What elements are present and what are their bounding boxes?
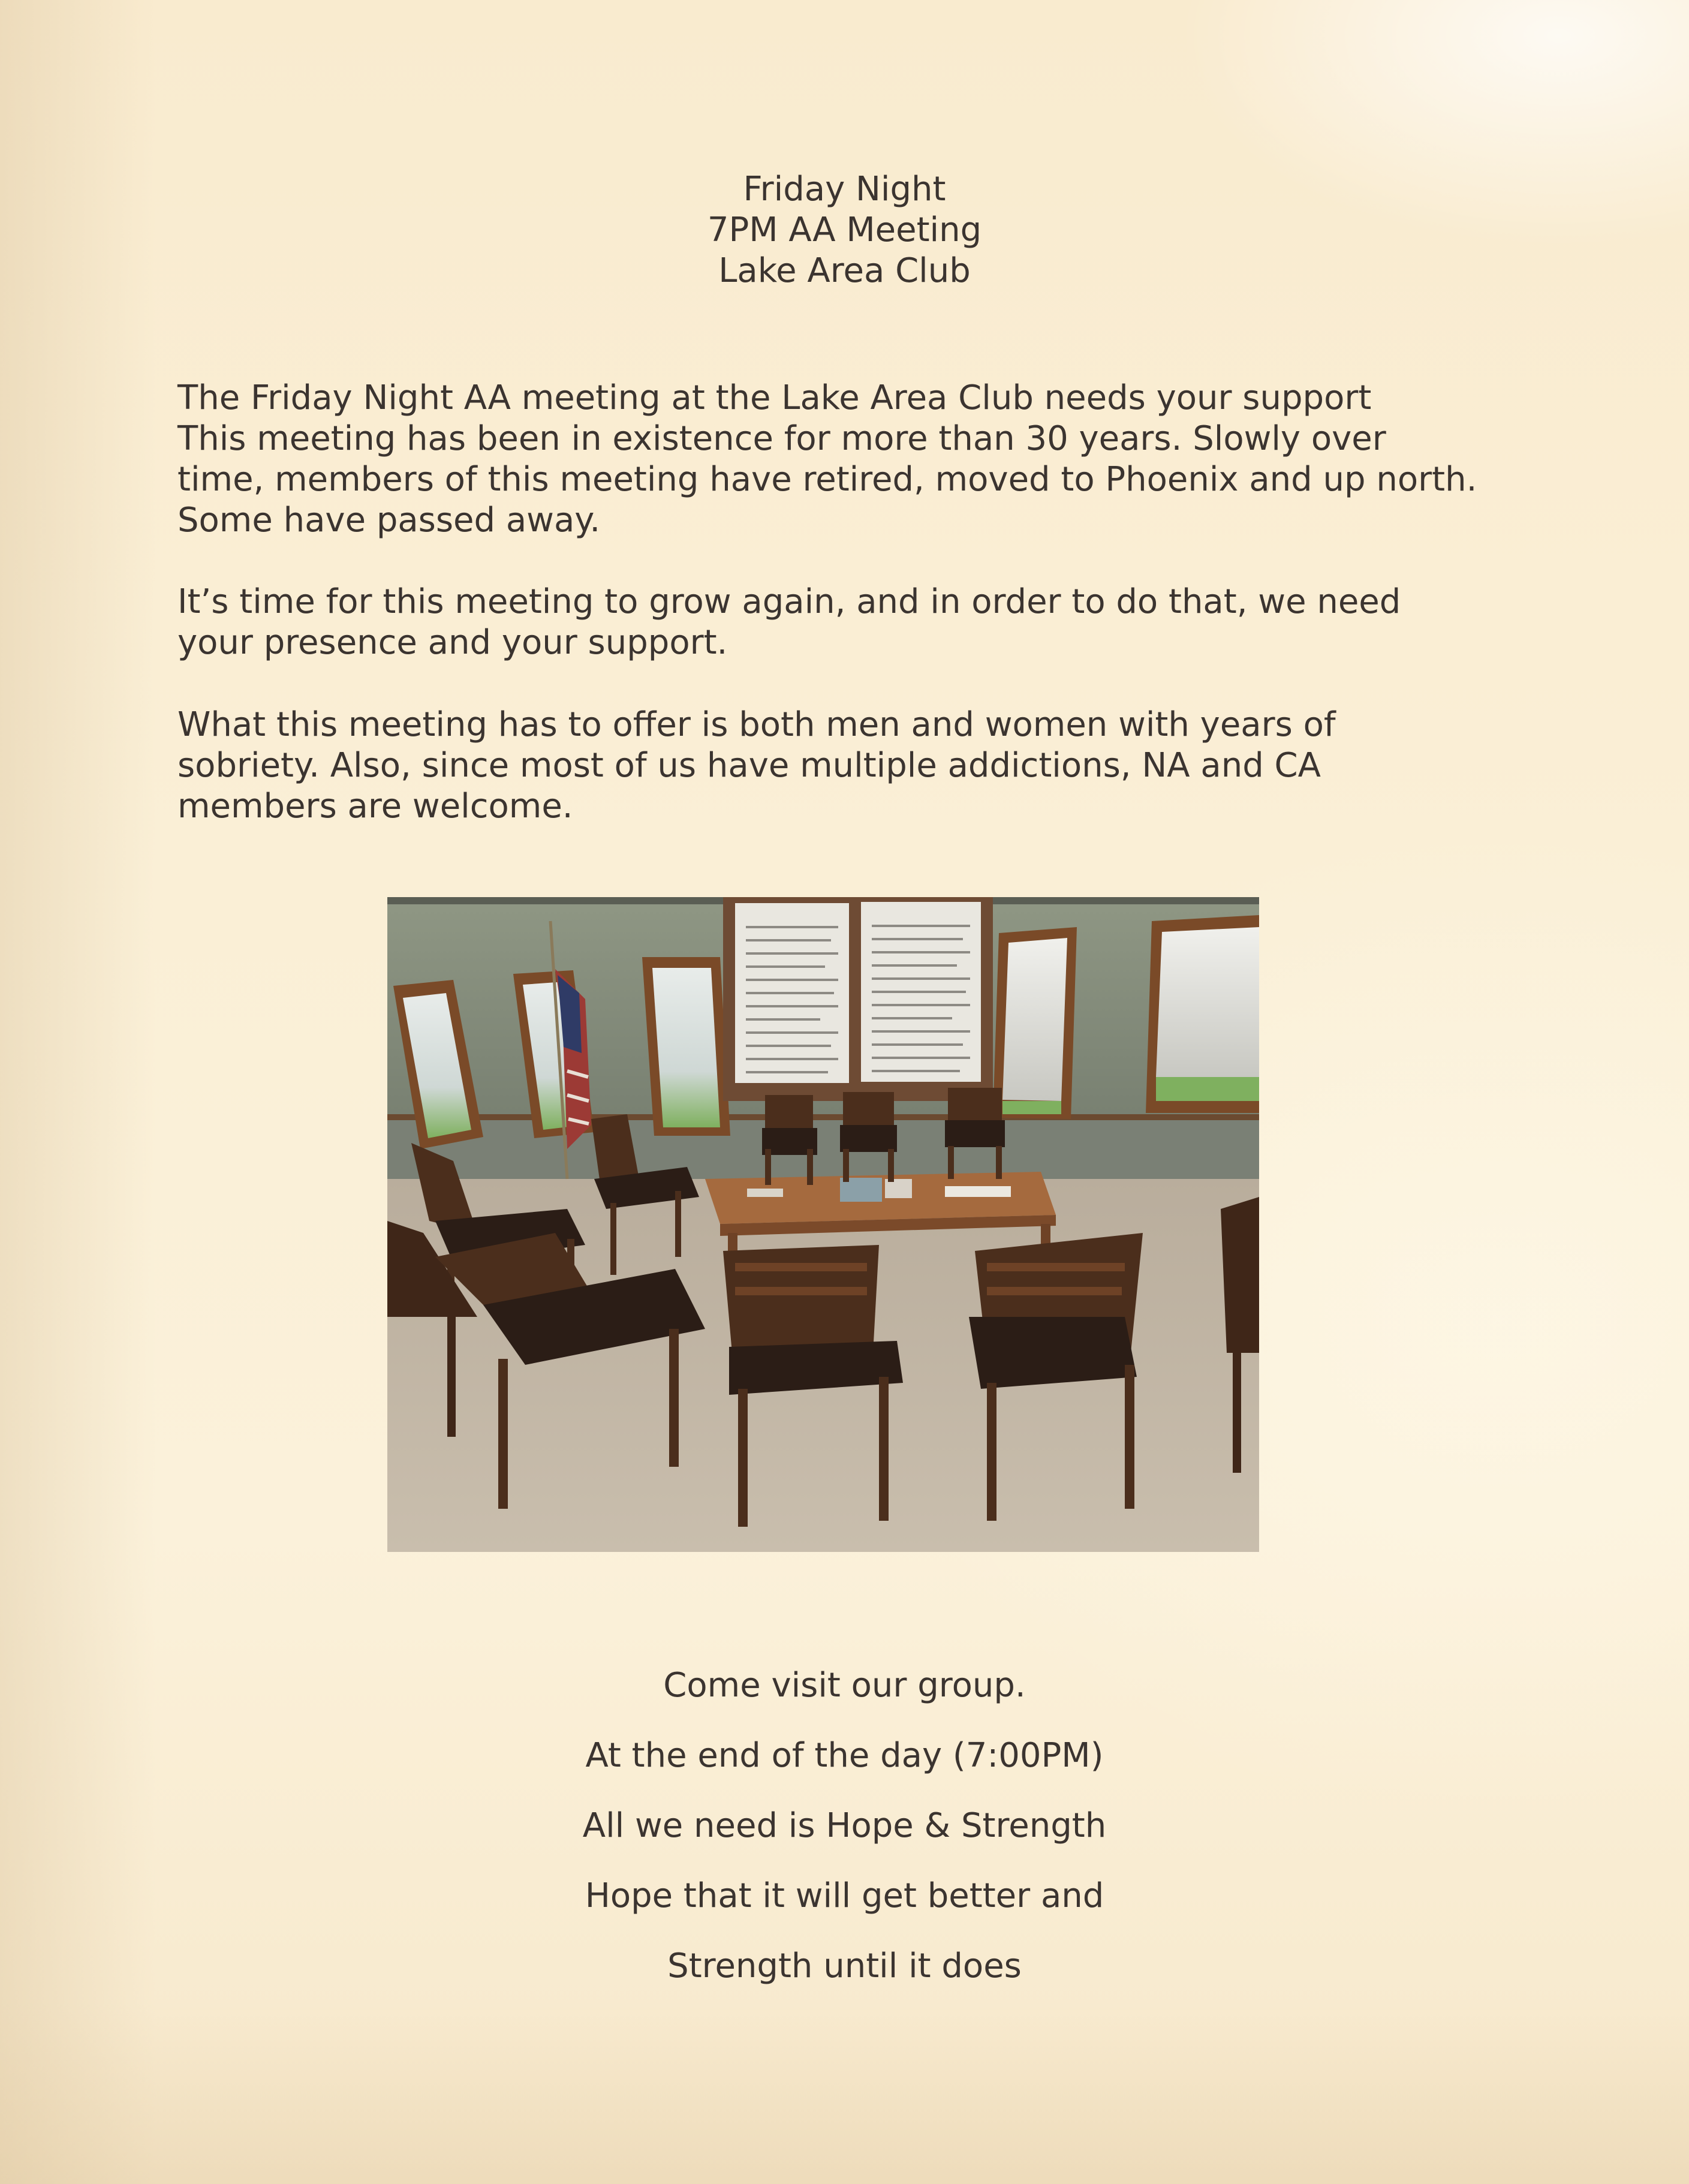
closing-message: [0, 1650, 1689, 2001]
closing-line: Hope that it will get better and: [585, 1876, 1104, 1915]
closing-line: Strength until it does: [667, 1947, 1022, 1986]
paragraph-line: The Friday Night AA meeting at the Lake Area Club needs your support: [177, 378, 1372, 417]
heading-line-location: Lake Area Club: [718, 251, 971, 290]
meeting-room-illustration: [387, 897, 1259, 1552]
paragraph-line: Some have passed away.: [177, 501, 601, 540]
paragraph-line: your presence and your support.: [177, 623, 728, 662]
paragraph-line: time, members of this meeting have retired, moved to Phoenix and up north.: [177, 460, 1477, 499]
paragraph-line: What this meeting has to offer is both men and women with years of: [177, 705, 1336, 744]
window-blinds-icon: [1146, 915, 1259, 1113]
window-blinds-icon: [993, 927, 1077, 1119]
meeting-room-photo: [387, 897, 1259, 1552]
paragraph-line: members are welcome.: [177, 787, 573, 826]
heading-line-day: Friday Night: [743, 170, 946, 209]
closing-line: At the end of the day (7:00PM): [585, 1736, 1104, 1775]
flyer-heading: [0, 169, 1689, 291]
paragraph-offer: [177, 705, 1377, 827]
paragraph-support: [177, 378, 1477, 541]
heading-line-meeting: 7PM AA Meeting: [707, 210, 982, 249]
paragraph-line: sobriety. Also, since most of us have multiple addictions, NA and CA: [177, 746, 1321, 785]
paper-shadow-bottom: [0, 2004, 1689, 2184]
window-icon: [642, 957, 730, 1136]
paragraph-grow: [177, 582, 1401, 663]
paragraph-line: This meeting has been in existence for more than 30 years. Slowly over: [177, 419, 1386, 458]
closing-line: All we need is Hope & Strength: [582, 1806, 1107, 1845]
paragraph-line: It’s time for this meeting to grow again, and in order to do that, we need: [177, 582, 1401, 621]
closing-line: Come visit our group.: [663, 1666, 1026, 1705]
